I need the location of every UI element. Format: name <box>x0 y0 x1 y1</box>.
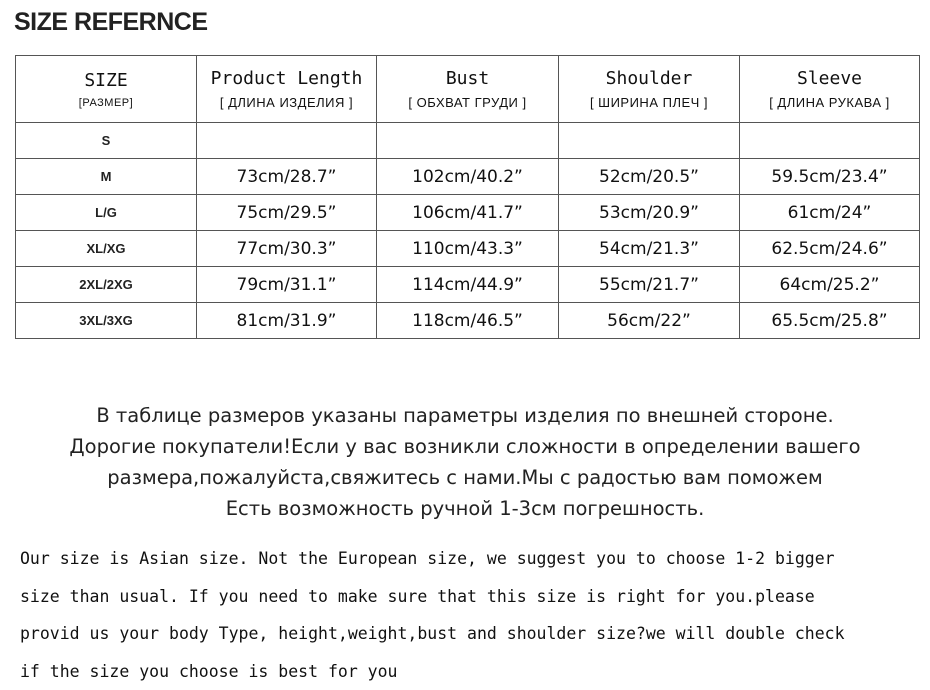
shoulder-cell: 53cm/20.9” <box>559 195 740 231</box>
header-label-en: Bust <box>445 68 490 89</box>
shoulder-cell <box>559 123 740 159</box>
table-row <box>16 267 920 303</box>
header-shoulder <box>559 56 740 123</box>
sleeve-cell <box>740 123 920 159</box>
sleeve-cell: 62.5cm/24.6” <box>740 231 920 267</box>
header-label-en: Shoulder <box>605 68 693 89</box>
bust-cell <box>377 123 559 159</box>
shoulder-cell: 52cm/20.5” <box>559 159 740 195</box>
page-title: SIZE REFERNCE <box>14 8 208 36</box>
size-cell: M <box>16 159 197 195</box>
english-note-line: if the size you choose is best for you <box>20 661 398 681</box>
bust-cell: 114cm/44.9” <box>377 267 559 303</box>
length-cell: 73cm/28.7” <box>197 159 377 195</box>
size-chart-table <box>15 55 920 339</box>
size-cell: 3XL/3XG <box>16 303 197 339</box>
size-cell: 2XL/2XG <box>16 267 197 303</box>
russian-note-line: Дорогие покупатели!Если у вас возникли сложности в определении вашего <box>69 435 861 458</box>
table-row <box>16 303 920 339</box>
header-label-en: SIZE <box>84 69 128 91</box>
sleeve-cell: 65.5cm/25.8” <box>740 303 920 339</box>
shoulder-cell: 55cm/21.7” <box>559 267 740 303</box>
table-row <box>16 123 920 159</box>
english-note-line: Our size is Asian size. Not the European size, we suggest you to choose 1-2 bigger <box>20 549 835 568</box>
header-size <box>16 56 197 123</box>
russian-note-line: В таблице размеров указаны параметры изделия по внешней стороне. <box>96 404 834 427</box>
header-label-ru: [ ДЛИНА РУКАВА ] <box>769 95 890 110</box>
table-row <box>16 195 920 231</box>
sleeve-cell: 59.5cm/23.4” <box>740 159 920 195</box>
header-sleeve <box>740 56 920 123</box>
header-bust <box>377 56 559 123</box>
length-cell: 81cm/31.9” <box>197 303 377 339</box>
table-row <box>16 231 920 267</box>
length-cell: 79cm/31.1” <box>197 267 377 303</box>
english-note-line: size than usual. If you need to make sure that this size is right for you.please <box>20 586 815 606</box>
english-note <box>20 540 920 690</box>
size-cell: L/G <box>16 195 197 231</box>
header-label-ru: [ ШИРИНА ПЛЕЧ ] <box>589 95 709 110</box>
table-header-row <box>16 56 920 123</box>
header-product-length <box>197 56 377 123</box>
shoulder-cell: 54cm/21.3” <box>559 231 740 267</box>
bust-cell: 110cm/43.3” <box>377 231 559 267</box>
russian-note-line: Есть возможность ручной 1-3см погрешность. <box>225 497 705 520</box>
bust-cell: 118cm/46.5” <box>377 303 559 339</box>
header-label-en: Sleeve <box>796 68 863 89</box>
sleeve-cell: 64cm/25.2” <box>740 267 920 303</box>
length-cell <box>197 123 377 159</box>
russian-note-line: размера,пожалуйста,свяжитесь с нами.Мы с радостью вам поможем <box>107 466 823 489</box>
header-label-en: Product Length <box>210 68 363 89</box>
sleeve-cell: 61cm/24” <box>740 195 920 231</box>
english-note-line: provid us your body Type, height,weight,bust and shoulder size?we will double check <box>20 624 845 643</box>
size-cell: XL/XG <box>16 231 197 267</box>
header-label-ru: [ ОБХВАТ ГРУДИ ] <box>408 95 527 110</box>
table-row <box>16 159 920 195</box>
length-cell: 75cm/29.5” <box>197 195 377 231</box>
bust-cell: 106cm/41.7” <box>377 195 559 231</box>
header-label-ru: [ ДЛИНА ИЗДЕЛИЯ ] <box>219 95 354 110</box>
bust-cell: 102cm/40.2” <box>377 159 559 195</box>
length-cell: 77cm/30.3” <box>197 231 377 267</box>
shoulder-cell: 56cm/22” <box>559 303 740 339</box>
size-cell: S <box>16 123 197 159</box>
header-label-ru: [РАЗМЕР] <box>78 96 134 109</box>
russian-note <box>0 400 930 524</box>
